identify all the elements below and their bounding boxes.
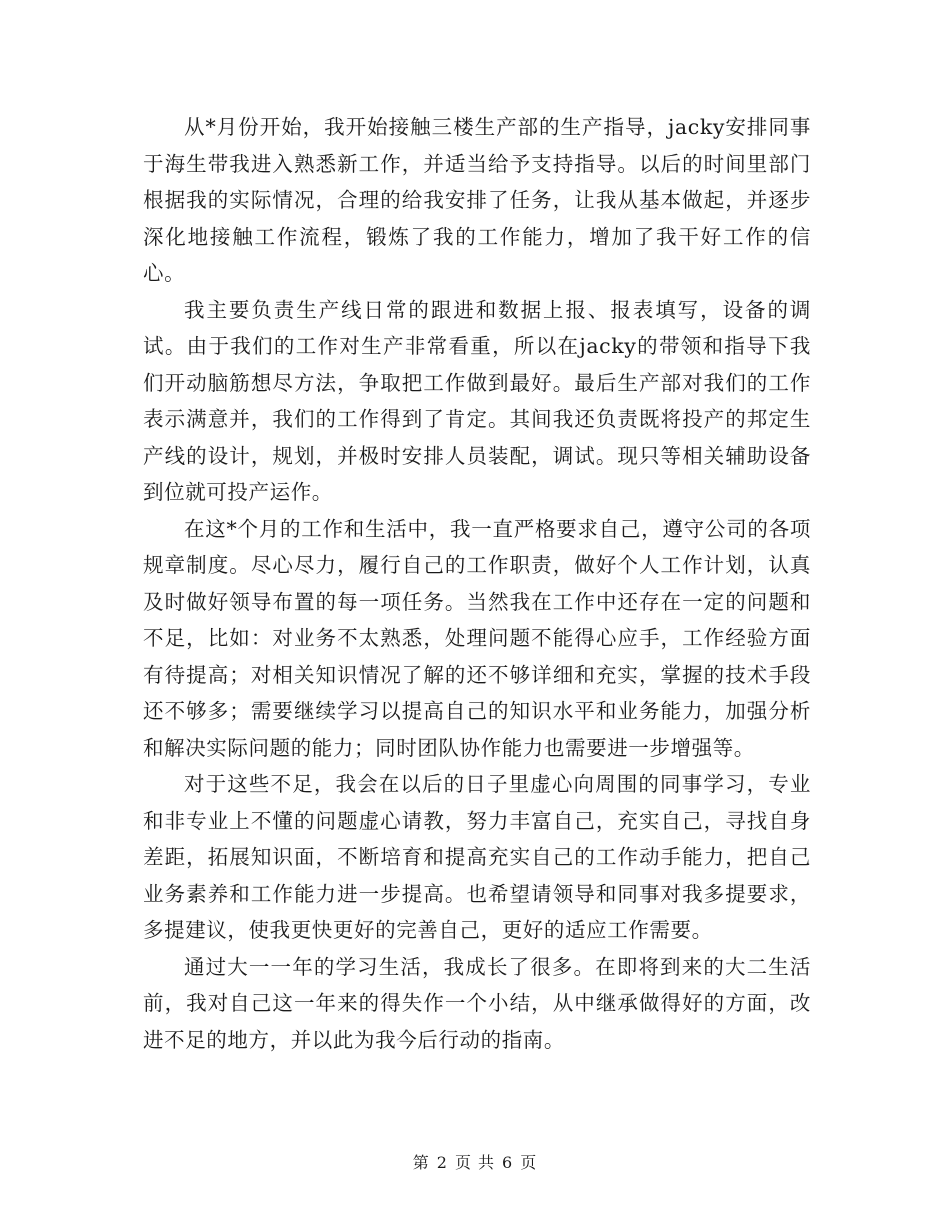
page-label-prefix: 第: [412, 1153, 430, 1172]
current-page-number: 2: [436, 1153, 448, 1172]
paragraph-3: 在这*个月的工作和生活中，我一直严格要求自己，遵守公司的各项规章制度。尽心尽力，履行自己的工作职责，做好个人工作计划，认真及时做好领导布置的每一项任务。当然我在工作中还存在一定的问题和不足，比如：对业务不太熟悉，处理问题不能得心应手，工作经验方面有待提高；对相关知识情况了解的还不够详细和充实，掌握的技术手段还不够多；需要继续学习以提高自己的知识水平和业务能力，加强分析和解决实际问题的能力；同时团队协作能力也需要进一步增强等。: [143, 516, 811, 760]
paragraph-5: 通过大一一年的学习生活，我成长了很多。在即将到来的大二生活前，我对自己这一年来的得失作一个小结，从中继承做得好的方面，改进不足的地方，并以此为我今后行动的指南。: [143, 954, 811, 1052]
total-pages-number: 6: [502, 1153, 514, 1172]
document-body: [143, 109, 811, 1058]
page-footer: [0, 1152, 950, 1174]
paragraph-2: 我主要负责生产线日常的跟进和数据上报、报表填写，设备的调试。由于我们的工作对生产非常看重，所以在jacky的带领和指导下我们开动脑筋想尽方法，争取把工作做到最好。最后生产部对我们的工作表示满意并，我们的工作得到了肯定。其间我还负责既将投产的邦定生产线的设计，规划，并极时安排人员装配，调试。现只等相关辅助设备到位就可投产运作。: [143, 297, 811, 504]
paragraph-1: 从*月份开始，我开始接触三楼生产部的生产指导，jacky安排同事于海生带我进入熟悉新工作，并适当给予支持指导。以后的时间里部门根据我的实际情况，合理的给我安排了任务，让我从基本做起，并逐步深化地接触工作流程，锻炼了我的工作能力，增加了我干好工作的信心。: [143, 115, 811, 285]
page-label-suffix: 页: [520, 1153, 538, 1172]
paragraph-4: 对于这些不足，我会在以后的日子里虚心向周围的同事学习，专业和非专业上不懂的问题虚心请教，努力丰富自己，充实自己，寻找自身差距，拓展知识面，不断培育和提高充实自己的工作动手能力，把自己业务素养和工作能力进一步提高。也希望请领导和同事对我多提要求，多提建议，使我更快更好的完善自己，更好的适应工作需要。: [143, 772, 811, 942]
page-label-mid: 页 共: [454, 1153, 496, 1172]
